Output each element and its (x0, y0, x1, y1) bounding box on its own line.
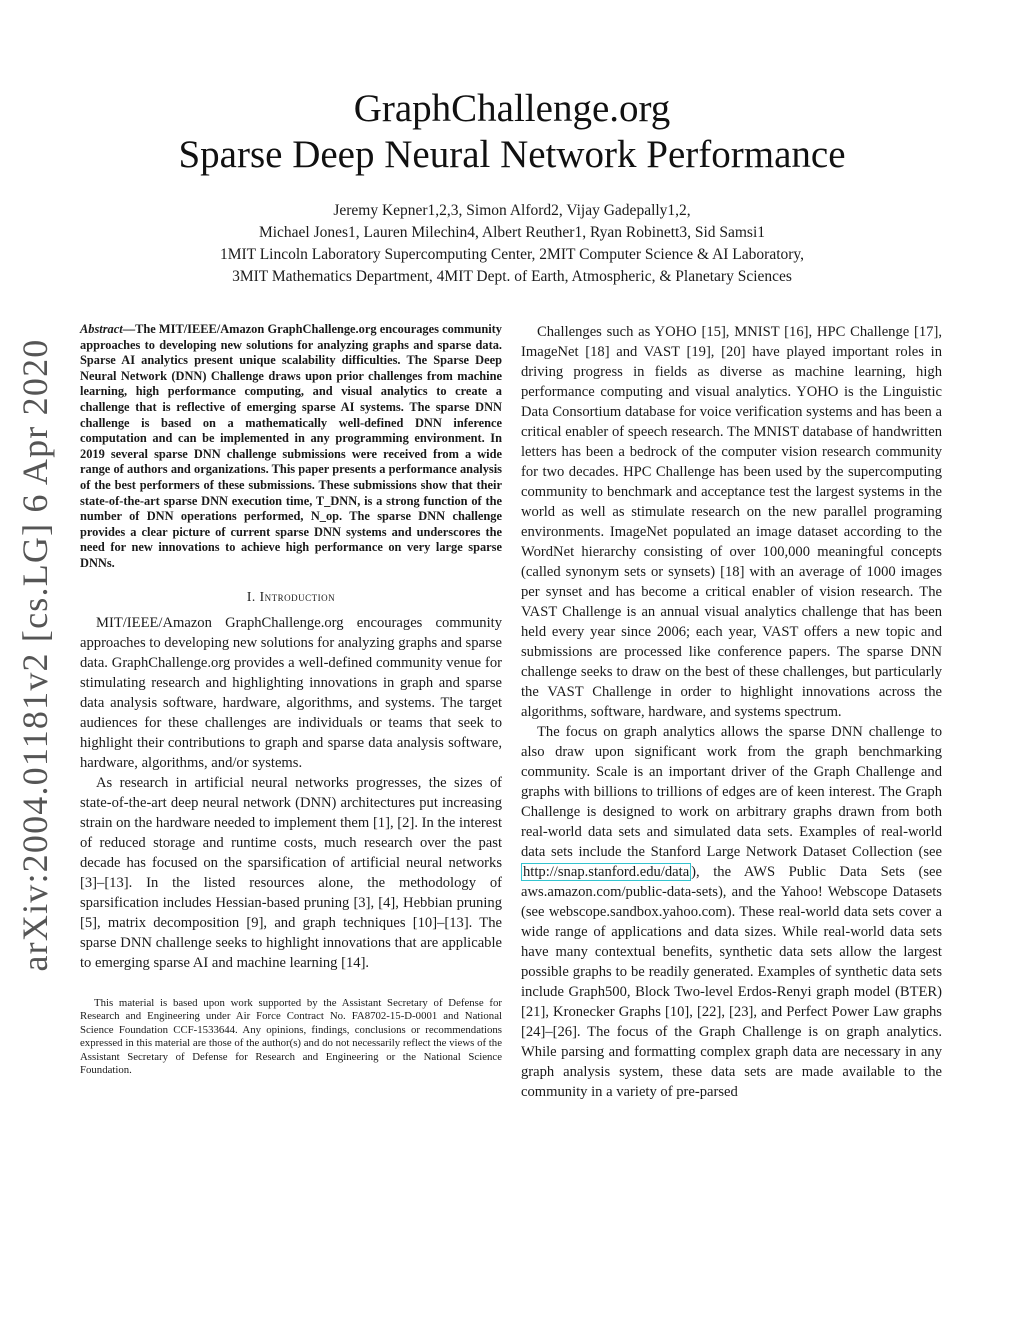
author-line-2: Michael Jones1, Lauren Milechin4, Albert Reuther1, Ryan Robinett3, Sid Samsi1 (258, 224, 766, 241)
right-paragraph-1: Challenges such as YOHO [15], MNIST [16], HPC Challenge [17], ImageNet [18] and VAST [19], [20] have played important roles in driving progress in fields as diverse as machine learning, high performance computing and visual analytics. YOHO is the Linguistic Data Consortium database for voice verification systems and has been a critical enabler of speech research. The MNIST database of handwritten letters has been a bedrock of the computer vision research community for two decades. HPC Challenge has been used by the supercomputing community to benchmark and acceptance test the largest systems in the world as well as stimulate research on the new parallel programing environments. ImageNet populated an image dataset according to the WordNet hierarchy consisting of over 100,000 meaningful concepts (called synonym sets or synsets) [18] with an average of 1000 images per synset and has become a critical enabler of vision research. The VAST Challenge is an annual visual analytics challenge that has been held every year since 2006; each year, VAST offers a new topic and submissions are processed like conference papers. The sparse DNN challenge seeks to draw on the best of these challenges, but particularly the VAST Challenge in order to highlight innovations across the algorithms, software, hardware, and systems spectrum. (521, 324, 942, 720)
affiliation-line-2: 3MIT Mathematics Department, 4MIT Dept. of Earth, Atmospheric, & Planetary Sciences (232, 268, 792, 285)
abstract (80, 322, 502, 572)
right-paragraph-2 (521, 722, 942, 1102)
section-heading-introduction: I. Introduction (246, 588, 336, 604)
snap-stanford-link[interactable]: http://snap.stanford.edu/data (523, 864, 690, 880)
intro-paragraph-1: MIT/IEEE/Amazon GraphChallenge.org encourages community approaches to developing new solutions for analyzing graphs and sparse data. GraphChallenge.org provides a well-defined community venue for stimulating research and highlighting innovations in graph and sparse data analysis software, hardware, algorithms, and systems. The target audiences for these challenges are individuals or teams that seek to highlight their contributions to graph and sparse data analysis software, hardware, algorithms, and/or systems. (80, 614, 502, 771)
intro-paragraph-2: As research in artificial neural networks progresses, the sizes of state-of-the-art deep neural network (DNN) architectures put increasing strain on the hardware needed to implement them [1], [2]. In the interest of reduced storage and runtime costs, much research over the past decade has focused on the sparsification of artificial neural networks [3]–[13]. In the listed resources alone, the methodology of sparsification includes Hessian-based pruning [3], [4], Hebbian pruning [5], matrix decomposition [9], and graph techniques [10]–[13]. The sparse DNN challenge seeks to highlight innovations that are applicable to emerging sparse AI and machine learning [14]. (80, 774, 502, 971)
arxiv-identifier[interactable]: arXiv:2004.01181v2 [cs.LG] 6 Apr 2020 (15, 338, 55, 972)
left-column (80, 322, 502, 1078)
title-line-1: GraphChallenge.org (353, 87, 671, 130)
right-paragraph-2-start: The focus on graph analytics allows the sparse DNN challenge to also draw upon significant work from the graph benchmarking community. Scale is an important driver of the Graph Challenge and graphs with billions to trillions of edges are of keen interest. The Graph Challenge is designed to work on arbitrary graphs drawn from both real-world data sets and simulated data sets. Examples of real-world data sets include the Stanford Large Network Dataset Collection (see (521, 724, 942, 860)
affiliation-line-1: 1MIT Lincoln Laboratory Supercomputing Center, 2MIT Computer Science & AI Laboratory, (219, 246, 805, 263)
arxiv-sidebar (4, 338, 66, 972)
author-line-1: Jeremy Kepner1,2,3, Simon Alford2, Vijay Gadepally1,2, (333, 202, 691, 219)
author-block (0, 200, 1024, 288)
right-column (521, 322, 942, 1102)
paper-title (0, 86, 1024, 178)
right-paragraph-2-end: ), the AWS Public Data Sets (see aws.amazon.com/public-data-sets), and the Yahoo! Webscope Datasets (see webscope.sandbox.yahoo.com). These real-world data sets cover a wide range of applications and data sizes. While real-world data sets have many contextual benefits, synthetic data sets allow the largest possible graphs to be readily generated. Examples of synthetic data sets include Graph500, Block Two-level Erdos-Renyi graph model (BTER) [21], Kronecker Graphs [10], [22], [23], and Perfect Power Law graphs [24]–[26]. The focus of the Graph Challenge is on graph analytics. While parsing and formatting complex graph data are necessary in any graph analysis system, these data sets are made available to the community in a variety of pre-parsed (521, 864, 942, 1100)
abstract-text: —The MIT/IEEE/Amazon GraphChallenge.org encourages community approaches to developing new solutions for analyzing graphs and sparse data. Sparse AI analytics present unique scalability difficulties. The Sparse Deep Neural Network (DNN) Challenge draws upon prior challenges from machine learning, high performance computing, and visual analytics to create a challenge that is reflective of emerging sparse AI systems. The sparse DNN challenge is based on a mathematically well-defined DNN inference computation and can be implemented in any programming environment. In 2019 several sparse DNN challenge submissions were received from a wide range of authors and organizations. This paper presents a performance analysis of the best performers of these submissions. These submissions show that their state-of-the-art sparse DNN execution time, T_DNN, is a strong function of the number of DNN operations performed, N_op. The sparse DNN challenge provides a clear picture of current sparse DNN systems and underscores the need for new innovations to achieve high performance on very large sparse DNNs. (80, 322, 502, 570)
abstract-label: Abstract (80, 322, 123, 336)
funding-footnote: This material is based upon work supported by the Assistant Secretary of Defense for Research and Engineering under Air Force Contract No. FA8702-15-D-0001 and National Science Foundation CCF-1533644. Any opinions, findings, conclusions or recommendations expressed in this material are those of the author(s) and do not necessarily reflect the views of the Assistant Secretary of Defense for Research and Engineering or the National Science Foundation. (80, 996, 502, 1077)
title-line-2: Sparse Deep Neural Network Performance (178, 133, 846, 176)
